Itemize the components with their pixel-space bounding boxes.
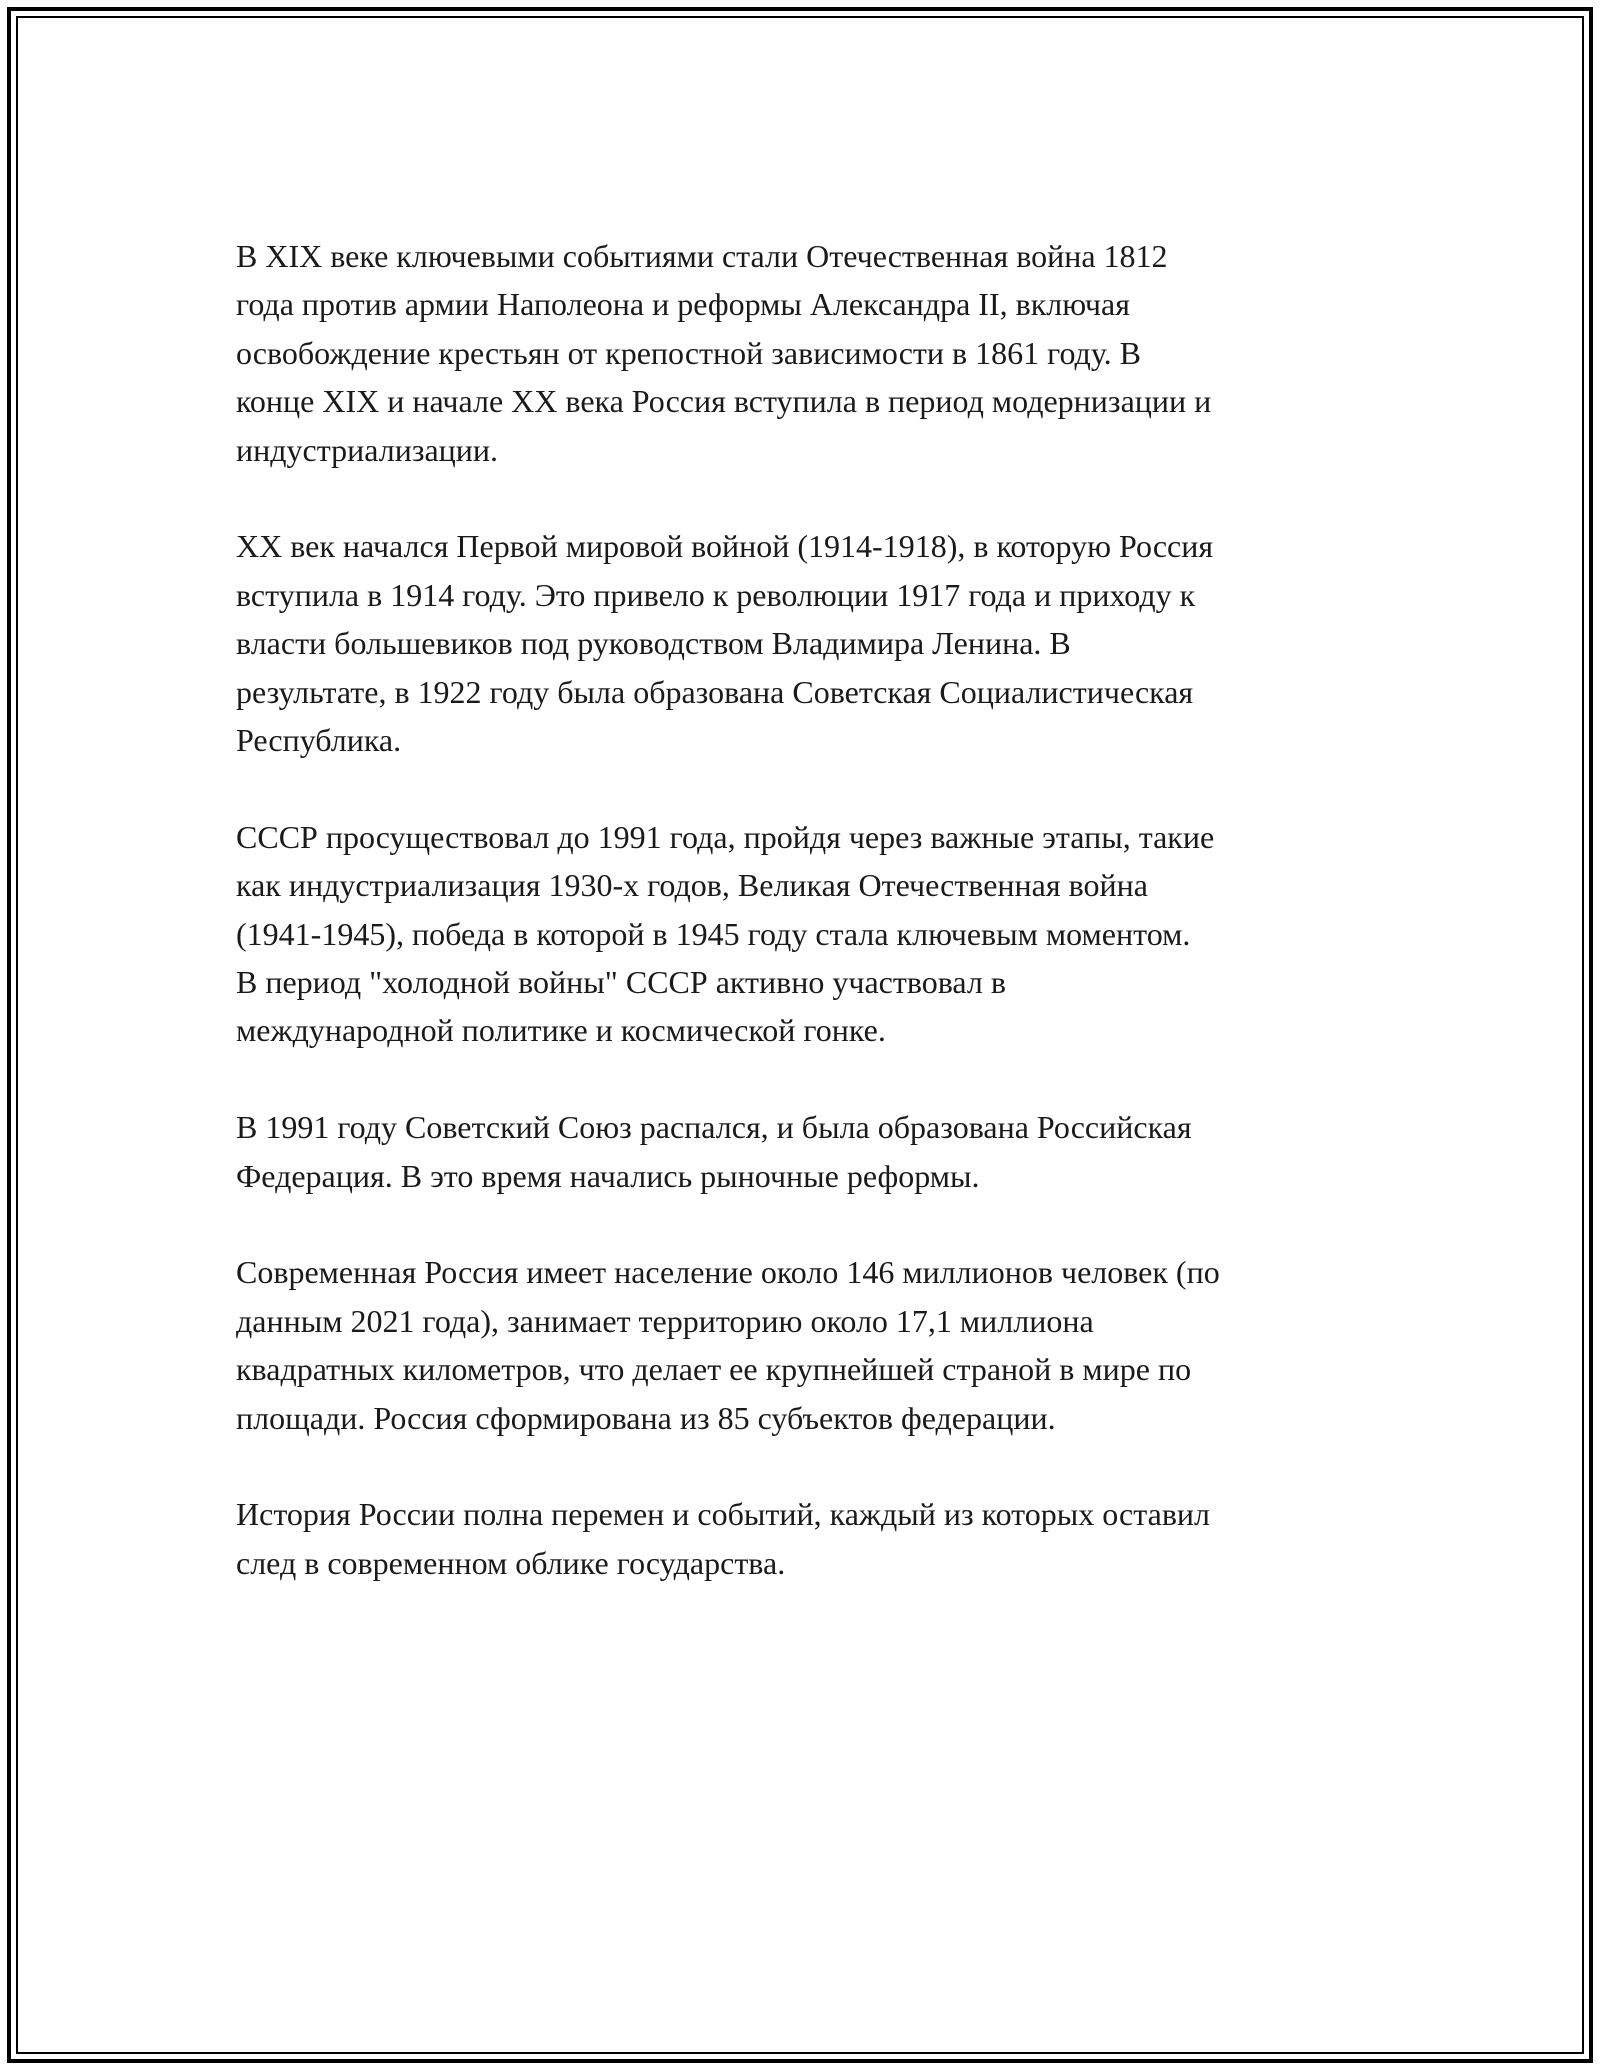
text-line: власти большевиков под руководством Владимира Ленина. В <box>236 625 1071 662</box>
text-line: индустриализации. <box>236 431 499 468</box>
text-line: года против армии Наполеона и реформы Александра II, включая <box>236 286 1130 323</box>
text-line: XX век начался Первой мировой войной (1914-1918), в которую Россия <box>236 528 1214 565</box>
paragraph-2 <box>236 522 1386 764</box>
paragraph-3 <box>236 813 1386 1055</box>
text-line: В период "холодной войны" СССР активно участвовал в <box>236 964 1006 1001</box>
text-line: вступила в 1914 году. Это привело к революции 1917 года и приходу к <box>236 576 1196 613</box>
text-line: Современная Россия имеет население около 146 миллионов человек (по <box>236 1254 1220 1291</box>
text-line: В XIX веке ключевыми событиями стали Отечественная война 1812 <box>236 238 1168 274</box>
document-body <box>236 232 1386 1636</box>
text-line: освобождение крестьян от крепостной зависимости в 1861 году. В <box>236 334 1141 371</box>
text-line: данным 2021 года), занимает территорию около 17,1 миллиона <box>236 1302 1094 1339</box>
text-line: (1941-1945), победа в которой в 1945 году стала ключевым моментом. <box>236 915 1191 952</box>
text-line: Федерация. В это время начались рыночные реформы. <box>236 1157 980 1194</box>
paragraph-6 <box>236 1490 1386 1587</box>
text-line: конце XIX и начале XX века Россия вступила в период модернизации и <box>236 383 1212 420</box>
paragraph-1 <box>236 232 1386 474</box>
text-line: В 1991 году Советский Союз распался, и была образована Российская <box>236 1109 1192 1146</box>
text-line: квадратных километров, что делает ее крупнейшей страной в мире по <box>236 1351 1192 1388</box>
text-line: СССР просуществовал до 1991 года, пройдя через важные этапы, такие <box>236 818 1215 855</box>
text-line: площади. Россия сформирована из 85 субъектов федерации. <box>236 1399 1056 1436</box>
text-line: результате, в 1922 году была образована Советская Социалистическая <box>236 673 1194 710</box>
text-line: след в современном облике государства. <box>236 1544 786 1581</box>
text-line: международной политике и космической гонке. <box>236 1012 886 1049</box>
paragraph-4 <box>236 1103 1386 1200</box>
paragraph-5 <box>236 1248 1386 1442</box>
text-line: Республика. <box>236 722 402 759</box>
text-line: как индустриализация 1930-х годов, Великая Отечественная война <box>236 867 1148 904</box>
text-line: История России полна перемен и событий, каждый из которых оставил <box>236 1496 1211 1533</box>
